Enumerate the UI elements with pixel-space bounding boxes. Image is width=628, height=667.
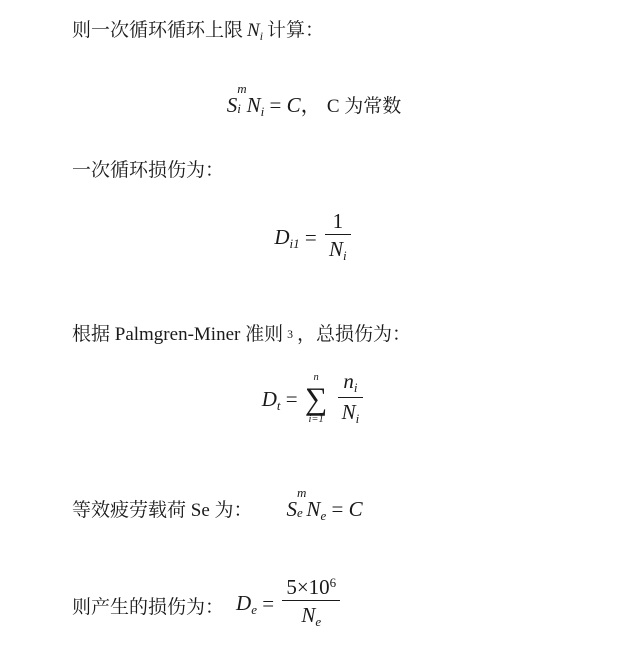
paragraph-palmgren-miner-text [0, 322, 628, 349]
text-run: 等效疲劳载荷 Se 为： [72, 499, 253, 521]
eq3-sum-upper: n [313, 371, 319, 383]
equation-1-body [0, 81, 628, 120]
footnote-marker: 3 [287, 328, 293, 342]
eq5-denominator: $N_e$ [301, 603, 322, 630]
eq1-equals: = [269, 93, 282, 118]
inline-variable-N-i: $N_i$ [247, 20, 263, 43]
text-run-tail: 计算： [266, 20, 324, 42]
eq1-C: C [286, 93, 301, 118]
paragraph-cycle-limit [0, 18, 628, 45]
paragraph-palmgren-miner [0, 322, 628, 349]
eq3-denominator: $N_i$ [341, 399, 360, 427]
eq1-N-term: $N_i$ [246, 93, 265, 120]
text-run: 则产生的损伤为： [72, 597, 225, 619]
eq2-numerator: 1 [325, 209, 351, 235]
equation-2 [0, 208, 628, 267]
eq3-sum-lower: i=1 [308, 414, 324, 426]
eq2-D-term: $D_{i1}$ [274, 225, 300, 252]
paragraph-resulting-damage [0, 574, 628, 633]
eq2-equals: = [304, 225, 317, 250]
text-run: 则一次循环循环上限 [72, 20, 244, 42]
eq2-denominator: $N_i$ [329, 237, 347, 264]
eq4-C: C [348, 497, 363, 522]
eq1-note: C 为常数 [326, 96, 402, 118]
eq3-numerator: $n_i$ [338, 369, 364, 398]
equation-1 [0, 81, 628, 120]
paragraph-single-cycle-damage [0, 158, 628, 185]
eq3-equals: = [285, 386, 298, 411]
equation-4-body [286, 485, 363, 524]
eq3-summation [305, 373, 327, 426]
equation-5-body [236, 574, 343, 633]
eq1-S-term: S m i [226, 81, 247, 118]
eq3-sigma-symbol: ∑ [304, 381, 328, 417]
eq3-fraction [338, 369, 364, 427]
paragraph-equivalent-load-text [0, 485, 628, 524]
eq5-fraction [282, 575, 340, 630]
eq2-fraction [325, 209, 351, 264]
eq4-S-term: S m e [286, 485, 307, 522]
text-run: 根据 Palmgren-Miner 准则 [72, 324, 284, 345]
paragraph-cycle-limit-text [0, 18, 628, 45]
eq5-numerator: $5\times 10^6$ [282, 575, 340, 601]
eq1-comma: ， [300, 93, 322, 118]
eq3-D-term: $D_t$ [261, 386, 281, 414]
text-run-tail: ，总损伤为： [296, 324, 411, 345]
eq5-D-term: $D_e$ [236, 591, 257, 618]
equation-2-body [0, 208, 628, 267]
eq4-N-term: $N_e$ [306, 497, 327, 524]
equation-3-body [0, 368, 628, 430]
eq4-S-scripts: m e [297, 485, 307, 520]
eq4-equals: = [331, 497, 344, 522]
eq5-equals: = [262, 591, 275, 616]
paragraph-resulting-damage-text [0, 574, 628, 633]
equation-3 [0, 368, 628, 430]
paragraph-single-cycle-damage-text: 一次循环损伤为： [72, 160, 225, 181]
eq1-S-scripts: m i [237, 81, 247, 116]
paragraph-equivalent-load [0, 485, 628, 524]
